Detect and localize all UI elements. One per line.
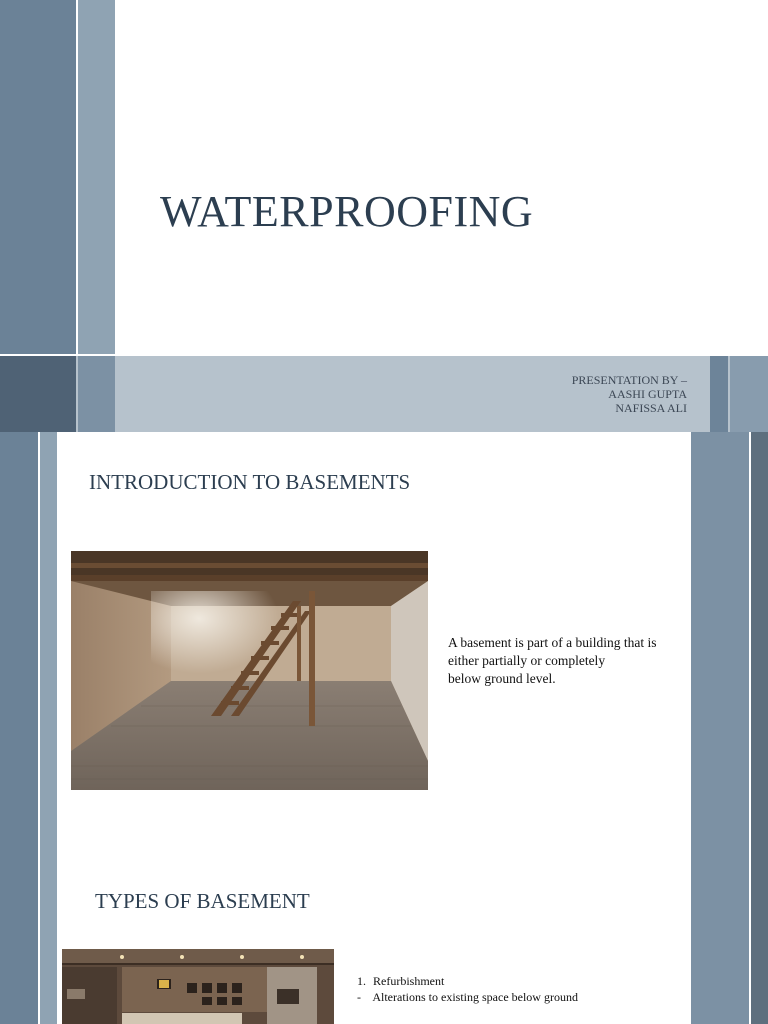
byline-line: PRESENTATION BY – [571,373,687,387]
list-item [357,973,578,989]
presenter-name: AASHI GUPTA [608,387,687,401]
list-item-text: Alterations to existing space below ground [372,990,578,1004]
basement-types-list [357,973,578,1005]
basement-photo [71,551,428,790]
intro-slide [0,432,768,865]
list-marker: - [357,990,361,1004]
decorative-bar [0,865,38,1024]
decorative-square [78,356,115,432]
decorative-bar [40,432,57,865]
decorative-bar [78,0,115,354]
description-line: A basement is part of a building that is [448,635,657,650]
decorative-square [0,356,76,432]
list-item-text: Refurbishment [373,974,445,988]
types-slide [0,865,768,1024]
decorative-bar [40,865,57,1024]
presenter-name: NAFISSA ALI [615,401,687,415]
title-slide [0,0,768,432]
slide-heading: INTRODUCTION TO BASEMENTS [89,470,411,494]
decorative-bar [691,865,749,1024]
decorative-bar [691,432,749,865]
decorative-square [710,356,728,432]
decorative-square [730,356,768,432]
decorative-bar [0,432,38,865]
decorative-bar [0,0,76,354]
decorative-bar [751,432,768,865]
finished-basement-photo [62,949,334,1024]
slide-heading: TYPES OF BASEMENT [95,889,310,913]
description-line: below ground level. [448,671,556,686]
description-line: either partially or completely [448,653,606,668]
list-item [357,989,578,1005]
list-marker: 1. [357,974,366,988]
presentation-title: WATERPROOFING [160,187,534,236]
basement-description [448,634,683,688]
decorative-bar [751,865,768,1024]
presenter-byline [572,373,687,415]
